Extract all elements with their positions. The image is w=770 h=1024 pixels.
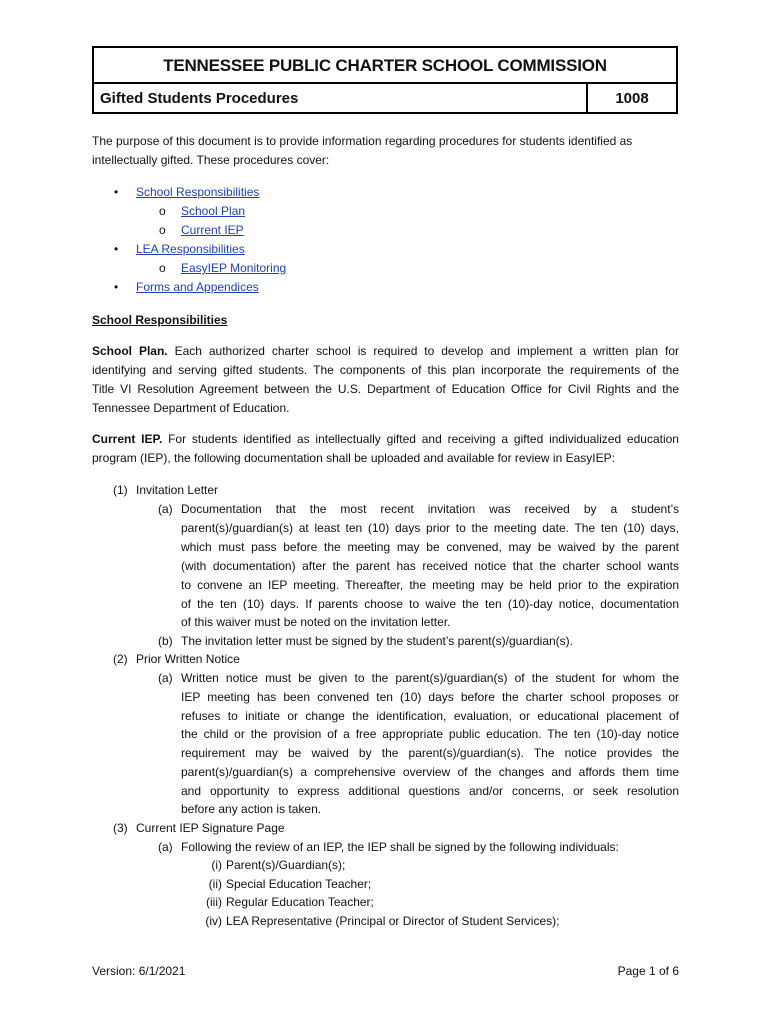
toc-link-current-iep[interactable]: Current IEP xyxy=(181,223,244,237)
item-2a-line-1: Written notice must be given to the parent(s)/guardian(s) of the student for whom the xyxy=(181,671,679,685)
school-plan-text: Each authorized charter school is required to develop and implement a written plan for xyxy=(174,344,679,358)
sub-bullet-icon: o xyxy=(159,204,166,218)
school-plan-label: School Plan. xyxy=(92,344,168,358)
item-1b-number: (b) xyxy=(158,634,173,648)
item-1a-number: (a) xyxy=(158,502,173,516)
toc-link-school-responsibilities[interactable]: School Responsibilities xyxy=(136,185,260,199)
header-box xyxy=(92,46,678,114)
school-plan-line-4: Tennessee Department of Education. xyxy=(92,401,290,415)
item-1b-text: The invitation letter must be signed by the student’s parent(s)/guardian(s). xyxy=(181,634,573,648)
roman-2-number: (ii) xyxy=(208,877,222,891)
item-2a-line-8: before any action is taken. xyxy=(181,802,322,816)
bullet-icon: • xyxy=(114,185,119,199)
school-plan-line-1 xyxy=(92,342,679,361)
roman-1-number: (i) xyxy=(211,858,222,872)
item-1a-line-1: Documentation that the most recent invitation was received by a student’s xyxy=(181,502,679,516)
item-1a-line-2: parent(s)/guardian(s) at least ten (10) days prior to the meeting date. The ten (10) days, xyxy=(181,521,679,535)
roman-4-text: LEA Representative (Principal or Director of Student Services); xyxy=(226,914,560,928)
item-1a-line-4: (with documentation) after the parent has received notice that the charter school wants xyxy=(181,559,679,573)
item-1-number: (1) xyxy=(113,483,128,497)
item-3-number: (3) xyxy=(113,821,128,835)
current-iep-line-1 xyxy=(92,430,679,449)
sub-bullet-icon: o xyxy=(159,261,166,275)
item-2a-line-6: parent(s)/guardian(s) a comprehensive overview of the changes and affords them time xyxy=(181,765,679,779)
item-2a-line-5: requirement may be waived by the parent(s)/guardian(s). The notice provides the xyxy=(181,746,679,760)
bullet-icon: • xyxy=(114,280,119,294)
school-plan-line-3: Title VI Resolution Agreement between the U.S. Department of Education Office for Civil Rights and the xyxy=(92,382,679,396)
item-2-title: Prior Written Notice xyxy=(136,652,240,666)
roman-3-number: (iii) xyxy=(206,895,222,909)
item-1a-line-5: to convene an IEP meeting. Thereafter, the meeting may be held prior to the expiration xyxy=(181,578,679,592)
document-name: Gifted Students Procedures xyxy=(94,84,588,114)
item-2a-line-2: IEP meeting has been convened ten (10) days before the charter school proposes or xyxy=(181,690,679,704)
item-2a-line-7: and opportunity to express additional questions and/or concerns, or seek resolution xyxy=(181,784,679,798)
item-2a-line-3: refuses to initiate or change the identification, evaluation, or educational placement of xyxy=(181,709,679,723)
roman-3-text: Regular Education Teacher; xyxy=(226,895,374,909)
toc-link-lea-responsibilities[interactable]: LEA Responsibilities xyxy=(136,242,245,256)
intro-line-2: intellectually gifted. These procedures cover: xyxy=(92,153,330,167)
roman-2-text: Special Education Teacher; xyxy=(226,877,372,891)
item-3a-number: (a) xyxy=(158,840,173,854)
intro-line-1: The purpose of this document is to provide information regarding procedures for students identified as xyxy=(92,134,633,148)
footer-page-number: Page 1 of 6 xyxy=(617,964,679,978)
item-2a-line-4: the child or the provision of a free appropriate public education. The ten (10)-day notice xyxy=(181,727,679,741)
item-3-title: Current IEP Signature Page xyxy=(136,821,285,835)
footer-version: Version: 6/1/2021 xyxy=(92,964,186,978)
toc-link-easyiep-monitoring[interactable]: EasyIEP Monitoring xyxy=(181,261,287,275)
toc-link-forms-appendices[interactable]: Forms and Appendices xyxy=(136,280,259,294)
document-number: 1008 xyxy=(615,90,649,107)
header-title: TENNESSEE PUBLIC CHARTER SCHOOL COMMISSION xyxy=(94,48,676,84)
roman-4-number: (iv) xyxy=(205,914,222,928)
current-iep-line-2: program (IEP), the following documentation shall be uploaded and available for review in EasyIEP: xyxy=(92,451,615,465)
roman-1-text: Parent(s)/Guardian(s); xyxy=(226,858,346,872)
item-2-number: (2) xyxy=(113,652,128,666)
item-2a-number: (a) xyxy=(158,671,173,685)
item-1-title: Invitation Letter xyxy=(136,483,219,497)
current-iep-text: For students identified as intellectually gifted and receiving a gifted individualized education xyxy=(168,432,679,446)
toc-link-school-plan[interactable]: School Plan xyxy=(181,204,246,218)
item-1a-line-6: of the ten (10) days. If parents choose to waive the ten (10)-day notice, documentation xyxy=(181,597,679,611)
sub-bullet-icon: o xyxy=(159,223,166,237)
current-iep-label: Current IEP. xyxy=(92,432,163,446)
bullet-icon: • xyxy=(114,242,119,256)
school-plan-line-2: identifying and serving gifted students. The components of this plan incorporate the requirements of the xyxy=(92,363,679,377)
item-3a-text: Following the review of an IEP, the IEP shall be signed by the following individuals: xyxy=(181,840,619,854)
section-heading: School Responsibilities xyxy=(92,313,228,327)
item-1a-line-3: which must pass before the meeting may be convened, may be waived by the parent xyxy=(181,540,679,554)
item-1a-line-7: of this waiver must be noted on the invitation letter. xyxy=(181,615,451,629)
